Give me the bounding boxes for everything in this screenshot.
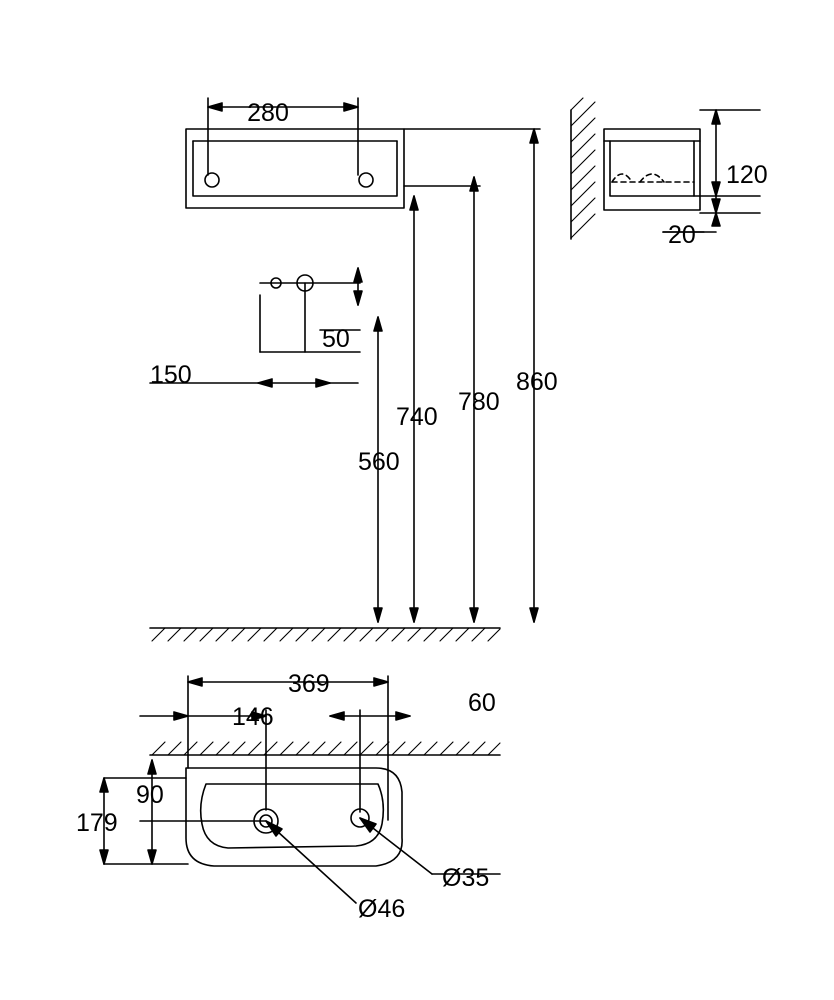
- label-740: 740: [396, 403, 438, 431]
- label-diameter-46: Ø46: [358, 895, 406, 923]
- dim-50: [320, 268, 362, 330]
- leader-diameter-46: [266, 821, 356, 903]
- label-860: 860: [516, 368, 558, 396]
- dim-60: [330, 710, 410, 812]
- label-280: 280: [247, 99, 289, 127]
- label-120: 120: [726, 161, 768, 189]
- label-369: 369: [288, 670, 330, 698]
- label-60: 60: [468, 689, 496, 717]
- label-90: 90: [136, 781, 164, 809]
- label-diameter-35: Ø35: [442, 864, 490, 892]
- label-179: 179: [76, 809, 118, 837]
- side-elevation-basin: [571, 98, 700, 239]
- label-150: 150: [150, 361, 192, 389]
- label-560: 560: [358, 448, 400, 476]
- front-elevation-basin: [186, 129, 404, 208]
- label-780: 780: [458, 388, 500, 416]
- label-20: 20: [668, 221, 696, 249]
- floor-line-front: [150, 628, 500, 641]
- label-50: 50: [322, 325, 350, 353]
- label-146: 146: [232, 703, 274, 731]
- plan-wall-hatch: [150, 742, 500, 755]
- plan-basin-outline: [186, 768, 402, 866]
